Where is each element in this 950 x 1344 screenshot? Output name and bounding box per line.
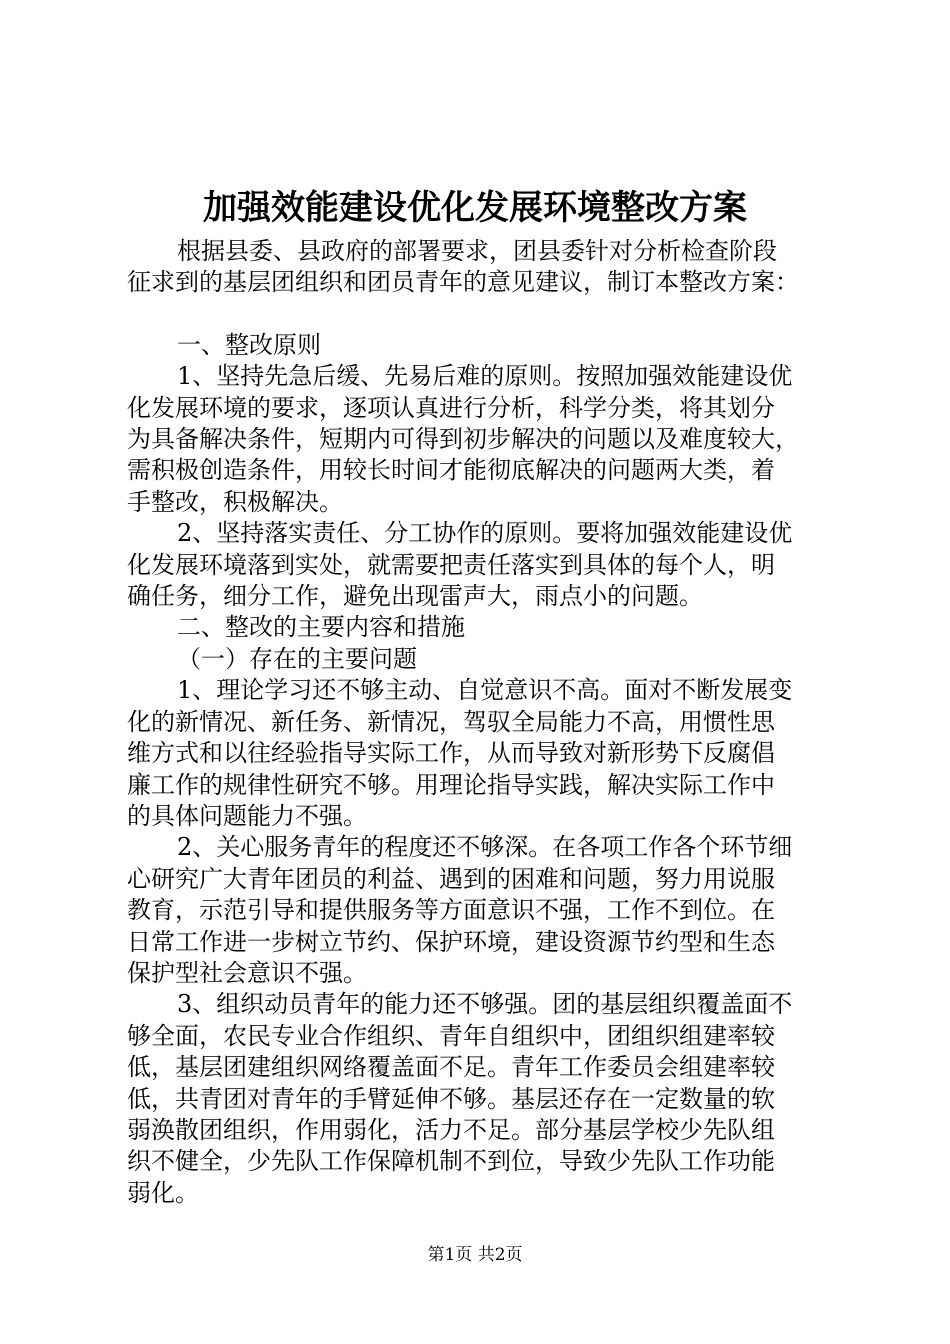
text-line: 心研究广大青年团员的利益、遇到的困难和问题，努力用说服 xyxy=(127,864,775,893)
section-heading-principles: 一、整改原则 xyxy=(177,330,321,359)
principle-2-paragraph xyxy=(127,518,839,612)
page-footer: 第1页 共2页 xyxy=(427,1245,523,1265)
text-line: 征求到的基层团组织和团员青年的意见建议，制订本整改方案： xyxy=(127,268,799,297)
principle-1-paragraph xyxy=(127,361,839,518)
document-body xyxy=(127,236,839,1209)
text-line: 化发展环境的要求，逐项认真进行分析，科学分类，将其划分 xyxy=(127,393,775,422)
text-line: 1、坚持先急后缓、先易后难的原则。按照加强效能建设优 xyxy=(177,362,793,391)
text-line: 手整改，积极解决。 xyxy=(127,487,343,516)
text-line: 教育，示范引导和提供服务等方面意识不强，工作不到位。在 xyxy=(127,896,775,925)
subsection-heading-problems: （一）存在的主要问题 xyxy=(177,644,417,673)
problem-1-paragraph xyxy=(127,675,839,832)
text-line: 3、组织动员青年的能力还不够强。团的基层组织覆盖面不 xyxy=(177,990,793,1019)
text-line: 为具备解决条件，短期内可得到初步解决的问题以及难度较大， xyxy=(127,425,799,454)
text-line: 化的新情况、新任务、新情况，驾驭全局能力不高，用惯性思 xyxy=(127,707,775,736)
intro-paragraph xyxy=(127,236,839,299)
text-line: 维方式和以往经验指导实际工作，从而导致对新形势下反腐倡 xyxy=(127,739,775,768)
text-line: 1、理论学习还不够主动、自觉意识不高。面对不断发展变 xyxy=(177,676,793,705)
text-line: 弱化。 xyxy=(127,1178,199,1207)
problem-2-paragraph xyxy=(127,832,839,989)
paragraph-spacer xyxy=(127,299,839,330)
text-line: 低，共青团对青年的手臂延伸不够。基层还存在一定数量的软 xyxy=(127,1084,775,1113)
section-heading-measures: 二、整改的主要内容和措施 xyxy=(177,613,465,642)
text-line: 弱涣散团组织，作用弱化，活力不足。部分基层学校少先队组 xyxy=(127,1115,775,1144)
text-line: 织不健全，少先队工作保障机制不到位，导致少先队工作功能 xyxy=(127,1147,775,1176)
text-line: 低，基层团建组织网络覆盖面不足。青年工作委员会组建率较 xyxy=(127,1053,775,1082)
text-line: 2、坚持落实责任、分工协作的原则。要将加强效能建设优 xyxy=(177,519,793,548)
document-title: 加强效能建设优化发展环境整改方案 xyxy=(203,188,747,228)
text-line: 廉工作的规律性研究不够。用理论指导实践，解决实际工作中 xyxy=(127,770,775,799)
text-line: 日常工作进一步树立节约、保护环境，建设资源节约型和生态 xyxy=(127,927,775,956)
text-line: 确任务，细分工作，避免出现雷声大，雨点小的问题。 xyxy=(127,582,703,611)
text-line: 需积极创造条件，用较长时间才能彻底解决的问题两大类，着 xyxy=(127,456,775,485)
text-line: 化发展环境落到实处，就需要把责任落实到具体的每个人，明 xyxy=(127,550,775,579)
text-line: 根据县委、县政府的部署要求，团县委针对分析检查阶段 xyxy=(177,237,777,265)
text-line: 的具体问题能力不强。 xyxy=(127,801,367,830)
problem-3-paragraph xyxy=(127,989,839,1209)
text-line: 够全面，农民专业合作组织、青年自组织中，团组织组建率较 xyxy=(127,1021,775,1050)
text-line: 保护型社会意识不强。 xyxy=(127,958,367,987)
text-line: 2、关心服务青年的程度还不够深。在各项工作各个环节细 xyxy=(177,833,793,862)
